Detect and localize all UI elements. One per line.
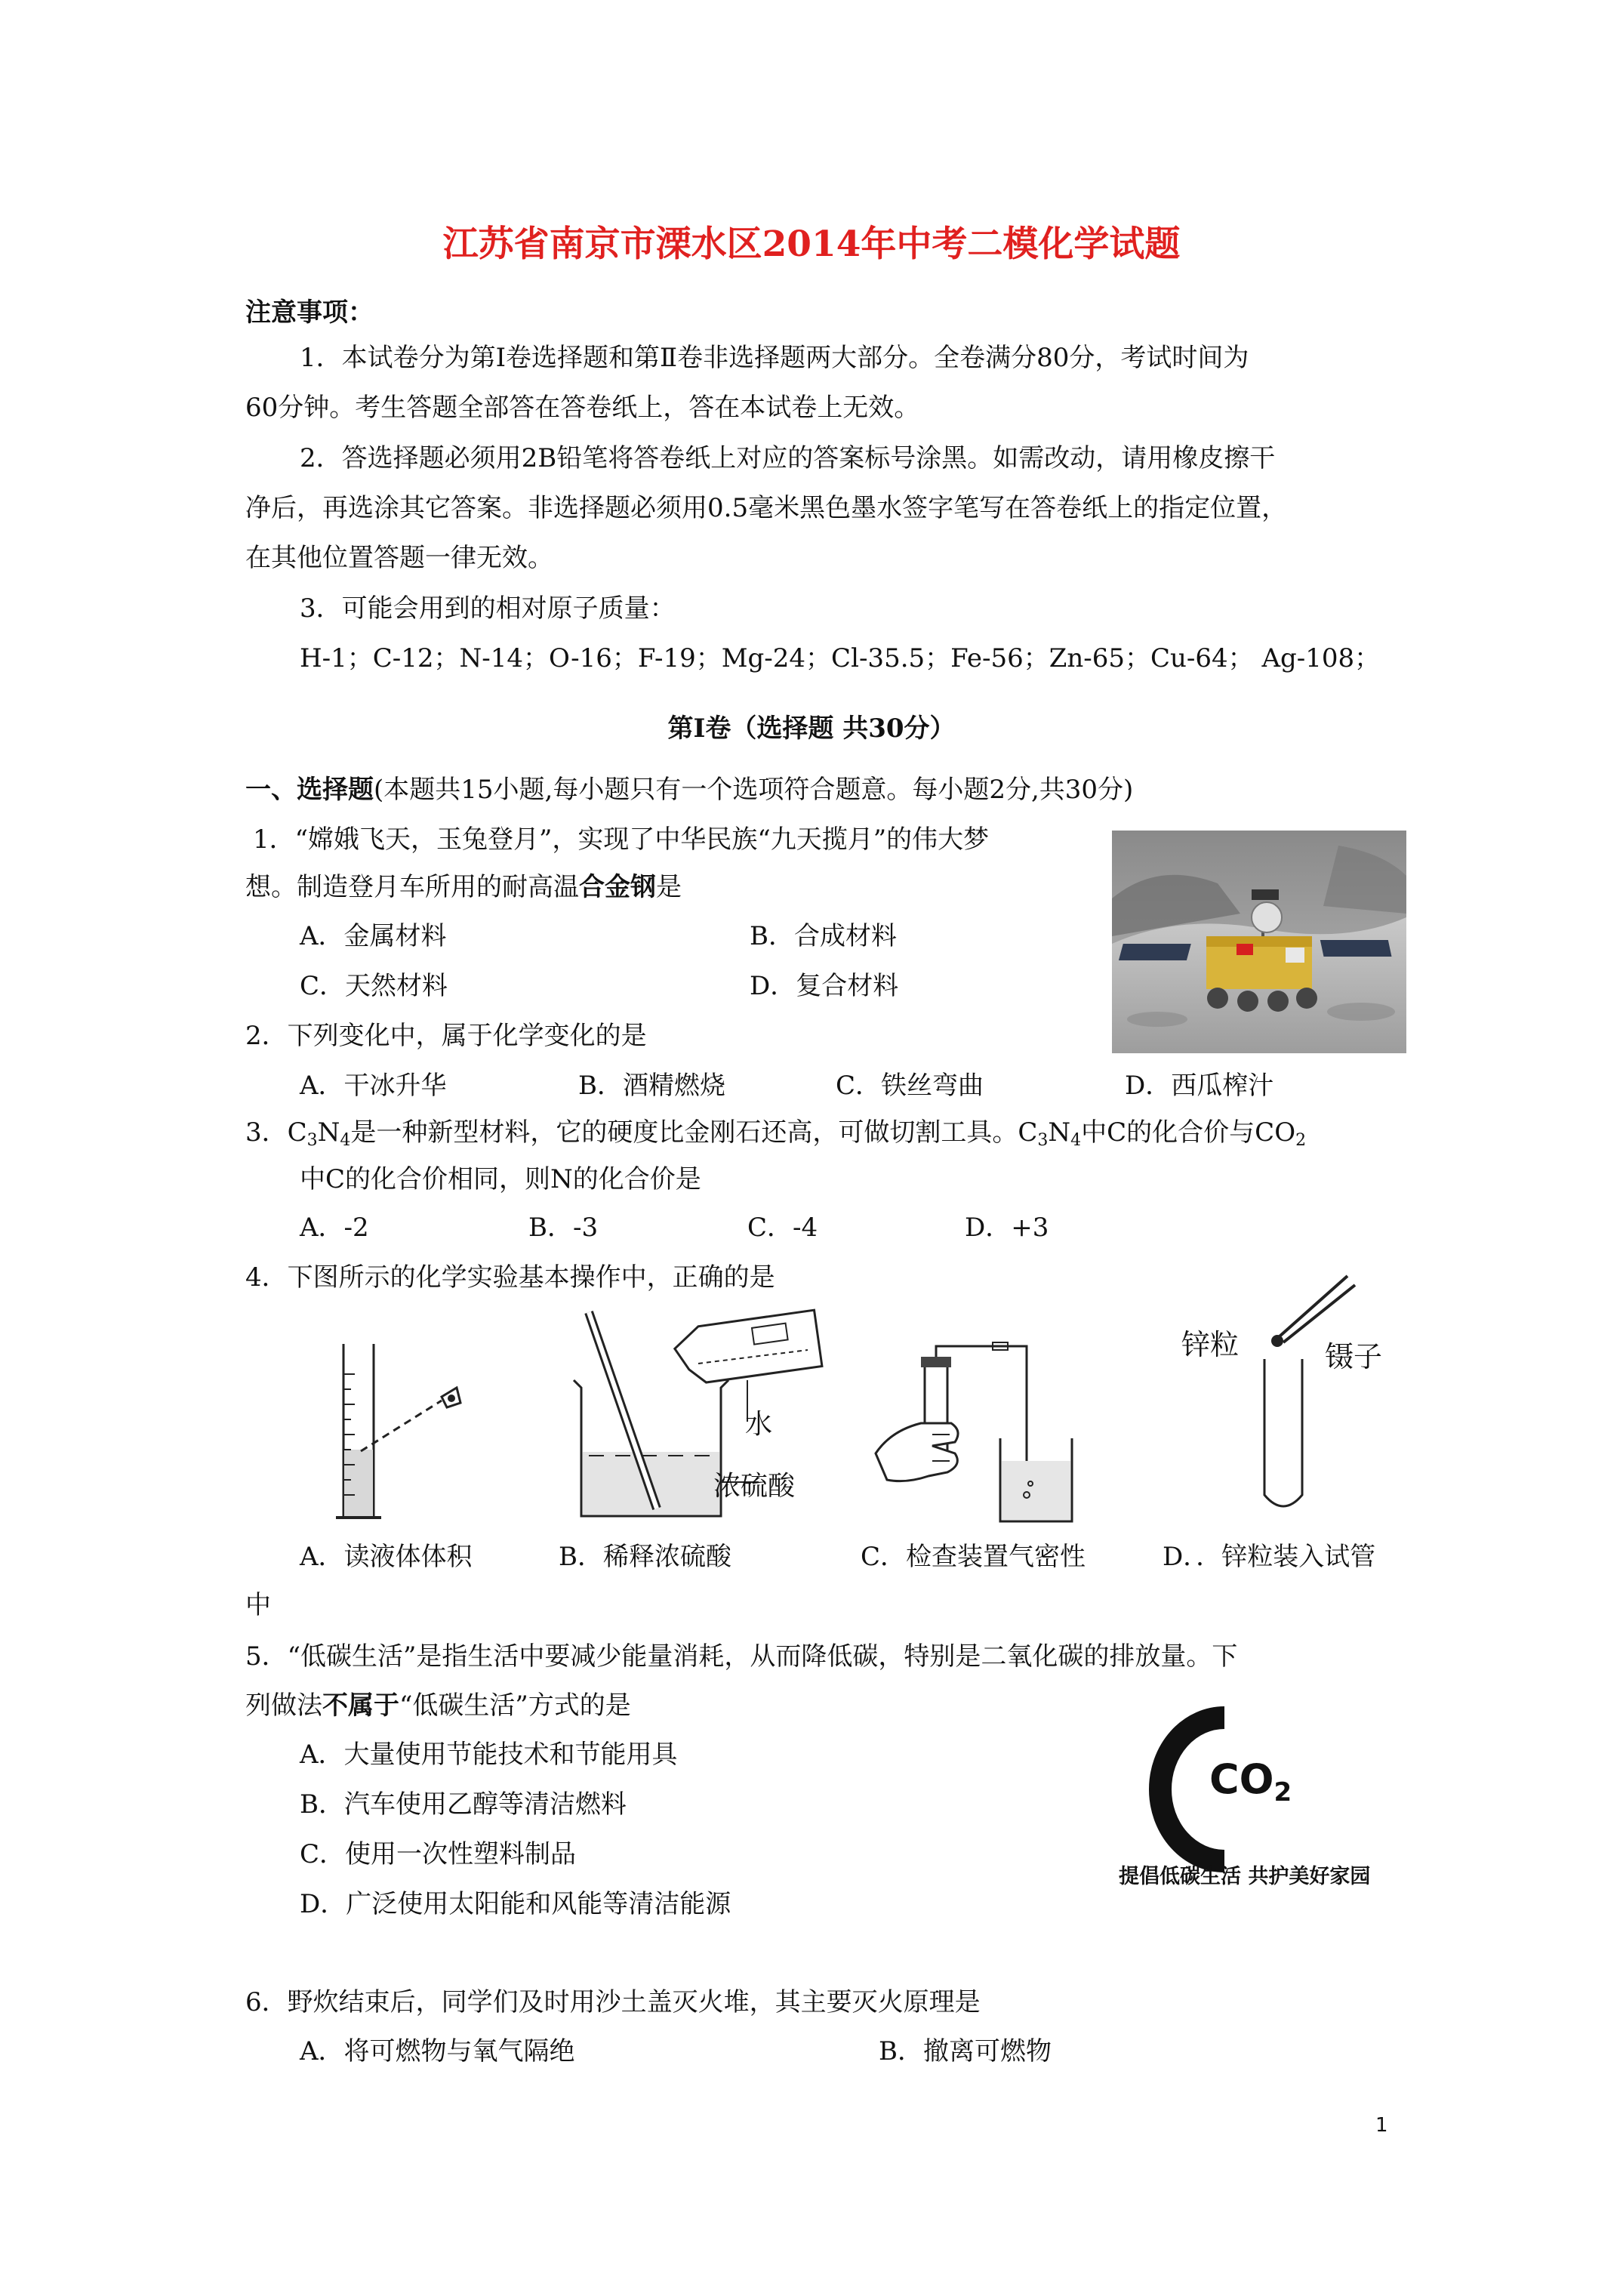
q5-option-b: B．汽车使用乙醇等清洁燃料 [300, 1789, 627, 1820]
section-1-desc: (本题共15小题,每小题只有一个选项符合题意。每小题2分,共30分) [374, 775, 1134, 805]
q5-stem-end: “低碳生活”方式的是 [399, 1690, 631, 1721]
q3-subscript: 3 [306, 1131, 318, 1150]
q3-element: N [1048, 1117, 1071, 1148]
q3-option-b: B．-3 [528, 1213, 599, 1243]
logo-subscript: 2 [1273, 1777, 1292, 1808]
q1-stem-line-1: 1．“嫦娥飞天，玉兔登月”，实现了中华民族“九天揽月”的伟大梦 [253, 824, 990, 855]
q3-subscript: 4 [340, 1131, 351, 1150]
logo-co2-text [1209, 1755, 1292, 1808]
section-1-label: 一、选择题 [245, 775, 374, 805]
label-concentrated-sulfuric-acid: 浓硫酸 [713, 1471, 796, 1502]
q1-option-a: A．金属材料 [300, 921, 447, 951]
q2-option-d: D．西瓜榨汁 [1125, 1071, 1274, 1101]
logo-slogan: 提倡低碳生活 共护美好家园 [1119, 1865, 1371, 1888]
q3-subscript: 2 [1295, 1131, 1307, 1150]
q4-option-c: C．检查装置气密性 [861, 1542, 1086, 1572]
figure-check-airtightness [861, 1340, 1102, 1529]
figure-read-liquid-volume [317, 1329, 483, 1533]
label-water: 水 [745, 1409, 773, 1440]
q1-option-d: D．复合材料 [750, 971, 899, 1001]
q1-option-c: C．天然材料 [300, 971, 448, 1001]
q3-text: 3．C [245, 1117, 307, 1148]
q2-stem: 2．下列变化中，属于化学变化的是 [245, 1021, 647, 1051]
q3-option-a: A．-2 [300, 1213, 369, 1243]
q3-subscript: 3 [1037, 1131, 1049, 1150]
q5-stem-line-1: 5．“低碳生活”是指生活中要减少能量消耗，从而降低碳，特别是二氧化碳的排放量。下 [245, 1641, 1238, 1672]
q3-element: N [317, 1117, 340, 1148]
q6-stem: 6．野炊结束后，同学们及时用沙土盖灭火堆，其主要灭火原理是 [245, 1987, 981, 2017]
q1-stem-end: 是 [656, 872, 682, 902]
notice-item-2-line-1: 2．答选择题必须用2B铅笔将答卷纸上对应的答案标号涂黑。如需改动，请用橡皮擦干 [300, 443, 1276, 473]
low-carbon-logo [1119, 1699, 1371, 1895]
q3-subscript: 4 [1070, 1131, 1082, 1150]
part-1-heading: 第Ⅰ卷（选择题 共30分） [667, 713, 956, 744]
q5-stem-line-2 [245, 1689, 631, 1722]
section-1-heading [245, 773, 1133, 806]
q3-option-d: D．+3 [965, 1213, 1049, 1243]
q3-stem-line-2: 中C的化合价相同，则N的化合价是 [300, 1164, 701, 1194]
notice-item-2-line-2: 净后，再选涂其它答案。非选择题必须用0.5毫米黑色墨水签字笔写在答卷纸上的指定位置， [245, 493, 1288, 523]
q4-option-d: D．．锌粒装入试管 [1163, 1542, 1376, 1572]
page-number: 1 [1375, 2114, 1388, 2137]
figure-zinc-into-test-tube [1238, 1268, 1374, 1518]
q4-option-a: A．读液体体积 [300, 1542, 473, 1572]
q2-option-c: C．铁丝弯曲 [836, 1071, 984, 1101]
q3-option-c: C．-4 [747, 1213, 818, 1243]
label-zinc-granule: 锌粒 [1181, 1328, 1240, 1361]
q4-option-b: B．稀释浓硫酸 [559, 1542, 731, 1572]
q4-option-d-continued: 中 [245, 1590, 271, 1620]
q1-emphasis: 合金钢 [579, 872, 656, 902]
notice-heading: 注意事项： [245, 297, 374, 328]
q5-stem-text: 列做法 [245, 1690, 322, 1721]
q5-option-a: A．大量使用节能技术和节能用具 [300, 1740, 678, 1770]
notice-item-1-line-2: 60分钟。考生答题全部答在答卷纸上，答在本试卷上无效。 [245, 393, 920, 423]
q2-option-b: B．酒精燃烧 [578, 1071, 725, 1101]
label-tweezers: 镊子 [1325, 1340, 1383, 1373]
notice-item-2-line-3: 在其他位置答题一律无效。 [245, 543, 553, 573]
page-title: 江苏省南京市溧水区2014年中考二模化学试题 [442, 223, 1181, 265]
q3-stem-line-1 [245, 1116, 1306, 1149]
q1-option-b: B．合成材料 [750, 921, 897, 951]
q6-option-a: A．将可燃物与氧气隔绝 [300, 2036, 575, 2066]
q2-option-a: A．干冰升华 [300, 1071, 447, 1101]
q1-stem-line-2 [245, 871, 682, 904]
q5-option-c: C．使用一次性塑料制品 [300, 1839, 577, 1869]
q1-stem-text: 想。制造登月车所用的耐高温 [245, 872, 579, 902]
lunar-rover-photo [1112, 831, 1406, 1053]
q5-emphasis: 不属于 [322, 1690, 399, 1721]
q3-text: 是一种新型材料，它的硬度比金刚石还高，可做切割工具。C [350, 1117, 1038, 1148]
notice-item-1-line-1: 1．本试卷分为第Ⅰ卷选择题和第Ⅱ卷非选择题两大部分。全卷满分80分，考试时间为 [300, 343, 1249, 373]
q3-text: 中C的化合价与CO [1081, 1117, 1296, 1148]
notice-item-3: 3．可能会用到的相对原子质量： [300, 593, 676, 624]
q4-stem: 4．下图所示的化学实验基本操作中，正确的是 [245, 1262, 775, 1293]
atomic-masses: H-1；C-12；N-14；O-16；F-19；Mg-24；Cl-35.5；Fe-56；Zn-65；Cu-64； Ag-108； [300, 643, 1381, 673]
logo-co: CO [1209, 1755, 1274, 1803]
q6-option-b: B．撤离可燃物 [879, 2036, 1052, 2066]
q5-option-d: D．广泛使用太阳能和风能等清洁能源 [300, 1889, 731, 1919]
